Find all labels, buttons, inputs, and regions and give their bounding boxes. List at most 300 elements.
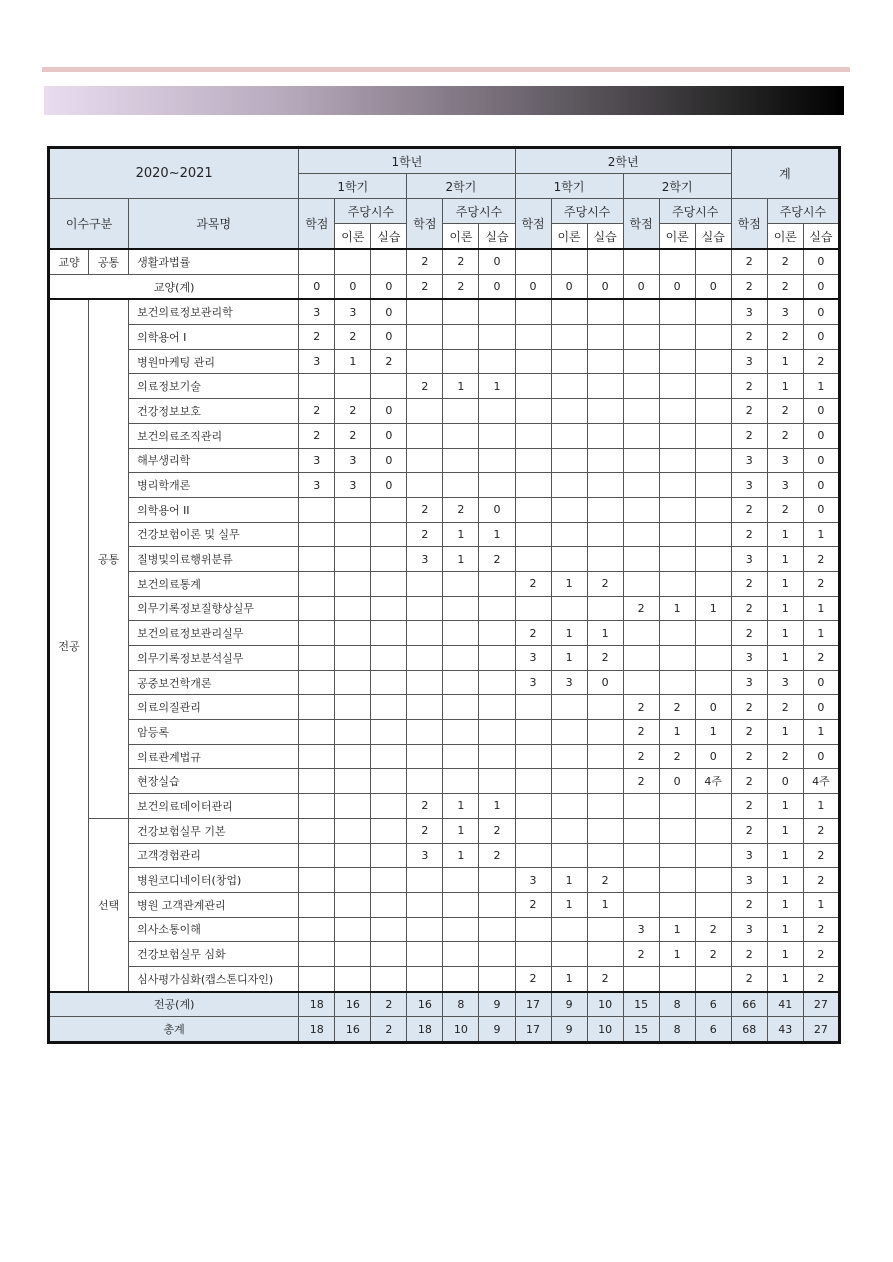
value-cell: 2 <box>335 423 371 448</box>
course-name: 건강정보보호 <box>129 399 299 424</box>
value-cell: 2 <box>767 249 803 274</box>
value-cell <box>299 843 335 868</box>
table-row <box>49 695 840 720</box>
course-name: 의사소통이해 <box>129 917 299 942</box>
course-name: 심사평가심화(캡스톤디자인) <box>129 966 299 991</box>
value-cell: 0 <box>695 695 731 720</box>
value-cell <box>515 769 551 794</box>
value-cell <box>479 769 515 794</box>
value-cell: 3 <box>731 473 767 498</box>
value-cell <box>335 670 371 695</box>
value-cell <box>335 942 371 967</box>
value-cell <box>371 868 407 893</box>
value-cell <box>299 818 335 843</box>
value-cell: 3 <box>623 917 659 942</box>
table-row <box>49 794 840 819</box>
value-cell <box>587 349 623 374</box>
value-cell <box>371 374 407 399</box>
table-row <box>49 547 840 572</box>
value-cell <box>515 547 551 572</box>
value-cell: 0 <box>659 274 695 299</box>
value-cell: 18 <box>299 992 335 1017</box>
value-cell: 3 <box>731 646 767 671</box>
value-cell: 2 <box>695 917 731 942</box>
value-cell <box>335 868 371 893</box>
value-cell <box>551 473 587 498</box>
value-cell <box>407 670 443 695</box>
value-cell <box>479 349 515 374</box>
value-cell <box>551 744 587 769</box>
value-cell <box>515 497 551 522</box>
value-cell <box>515 596 551 621</box>
value-cell <box>407 646 443 671</box>
value-cell: 2 <box>407 249 443 274</box>
value-cell <box>587 917 623 942</box>
value-cell <box>479 571 515 596</box>
value-cell: 3 <box>731 547 767 572</box>
value-cell <box>479 299 515 324</box>
value-cell <box>407 744 443 769</box>
value-cell: 2 <box>803 547 839 572</box>
value-cell: 3 <box>335 448 371 473</box>
value-cell <box>479 720 515 745</box>
value-cell: 0 <box>335 274 371 299</box>
value-cell: 2 <box>731 423 767 448</box>
value-cell <box>371 547 407 572</box>
value-cell <box>515 399 551 424</box>
value-cell: 2 <box>623 942 659 967</box>
value-cell <box>659 843 695 868</box>
value-cell <box>515 249 551 274</box>
value-cell <box>659 423 695 448</box>
value-cell <box>371 646 407 671</box>
practice-header: 실습 <box>479 224 515 250</box>
value-cell: 3 <box>299 448 335 473</box>
value-cell <box>299 942 335 967</box>
value-cell: 0 <box>803 744 839 769</box>
general-subtotal-row <box>49 274 840 299</box>
value-cell: 2 <box>623 596 659 621</box>
value-cell: 2 <box>731 374 767 399</box>
theory-header: 이론 <box>767 224 803 250</box>
value-cell <box>551 299 587 324</box>
value-cell: 2 <box>731 399 767 424</box>
value-cell <box>695 966 731 991</box>
value-cell <box>371 249 407 274</box>
table-row <box>49 399 840 424</box>
table-row <box>49 646 840 671</box>
value-cell: 1 <box>767 818 803 843</box>
table-row <box>49 349 840 374</box>
subcategory-common: 공통 <box>89 299 129 818</box>
value-cell: 27 <box>803 992 839 1017</box>
value-cell <box>551 249 587 274</box>
practice-header: 실습 <box>803 224 839 250</box>
value-cell: 0 <box>803 325 839 350</box>
value-cell <box>299 744 335 769</box>
value-cell <box>407 892 443 917</box>
value-cell: 2 <box>803 571 839 596</box>
weekly-hours-header: 주당시수 <box>335 199 407 224</box>
value-cell <box>623 423 659 448</box>
value-cell: 3 <box>407 547 443 572</box>
g1-semester1-header: 1학기 <box>299 174 407 199</box>
value-cell <box>695 399 731 424</box>
value-cell: 1 <box>767 522 803 547</box>
value-cell: 0 <box>803 274 839 299</box>
value-cell <box>659 794 695 819</box>
value-cell: 1 <box>551 868 587 893</box>
value-cell <box>587 423 623 448</box>
value-cell: 15 <box>623 992 659 1017</box>
table-row <box>49 522 840 547</box>
value-cell: 2 <box>803 868 839 893</box>
value-cell: 66 <box>731 992 767 1017</box>
value-cell <box>587 818 623 843</box>
credit-header: 학점 <box>407 199 443 250</box>
value-cell: 0 <box>371 325 407 350</box>
value-cell <box>587 497 623 522</box>
value-cell: 2 <box>479 818 515 843</box>
value-cell <box>407 423 443 448</box>
value-cell <box>695 374 731 399</box>
value-cell <box>335 744 371 769</box>
value-cell <box>623 818 659 843</box>
general-subtotal-label: 교양(계) <box>49 274 299 299</box>
value-cell <box>623 670 659 695</box>
value-cell: 2 <box>731 497 767 522</box>
table-row <box>49 423 840 448</box>
value-cell: 1 <box>695 596 731 621</box>
value-cell <box>659 249 695 274</box>
value-cell: 2 <box>371 1017 407 1043</box>
value-cell <box>623 374 659 399</box>
value-cell: 2 <box>731 571 767 596</box>
value-cell <box>515 448 551 473</box>
value-cell <box>407 720 443 745</box>
value-cell <box>443 695 479 720</box>
value-cell: 2 <box>731 274 767 299</box>
value-cell <box>515 744 551 769</box>
value-cell <box>587 448 623 473</box>
value-cell: 0 <box>371 274 407 299</box>
course-name: 의학용어 I <box>129 325 299 350</box>
value-cell <box>371 942 407 967</box>
value-cell <box>515 473 551 498</box>
value-cell: 2 <box>767 325 803 350</box>
value-cell <box>299 571 335 596</box>
value-cell: 2 <box>587 966 623 991</box>
value-cell <box>407 966 443 991</box>
value-cell: 2 <box>731 818 767 843</box>
value-cell <box>695 646 731 671</box>
value-cell <box>335 769 371 794</box>
value-cell <box>659 818 695 843</box>
value-cell: 1 <box>443 374 479 399</box>
value-cell <box>659 299 695 324</box>
value-cell <box>479 942 515 967</box>
table-row <box>49 497 840 522</box>
value-cell: 1 <box>767 374 803 399</box>
value-cell <box>371 522 407 547</box>
course-name: 암등록 <box>129 720 299 745</box>
grade1-header: 1학년 <box>299 148 515 174</box>
value-cell: 2 <box>299 399 335 424</box>
value-cell: 1 <box>803 522 839 547</box>
value-cell: 2 <box>731 249 767 274</box>
value-cell <box>515 374 551 399</box>
value-cell <box>335 794 371 819</box>
value-cell: 2 <box>731 522 767 547</box>
value-cell <box>659 892 695 917</box>
value-cell <box>335 818 371 843</box>
value-cell: 0 <box>803 299 839 324</box>
value-cell <box>407 695 443 720</box>
value-cell: 1 <box>479 794 515 819</box>
value-cell: 2 <box>767 399 803 424</box>
table-row <box>49 249 840 274</box>
value-cell <box>299 547 335 572</box>
value-cell: 4주 <box>695 769 731 794</box>
value-cell <box>623 868 659 893</box>
value-cell: 1 <box>587 892 623 917</box>
value-cell <box>515 522 551 547</box>
value-cell <box>335 374 371 399</box>
table-title: 2020~2021 <box>49 148 299 199</box>
table-row <box>49 892 840 917</box>
course-name-header: 과목명 <box>129 199 299 250</box>
value-cell: 9 <box>479 1017 515 1043</box>
value-cell <box>443 720 479 745</box>
value-cell: 3 <box>299 473 335 498</box>
value-cell: 68 <box>731 1017 767 1043</box>
value-cell <box>371 769 407 794</box>
value-cell <box>335 596 371 621</box>
value-cell: 1 <box>659 596 695 621</box>
value-cell: 18 <box>299 1017 335 1043</box>
value-cell <box>623 621 659 646</box>
value-cell: 0 <box>479 249 515 274</box>
value-cell: 2 <box>731 695 767 720</box>
table-row <box>49 571 840 596</box>
value-cell <box>299 720 335 745</box>
value-cell: 1 <box>587 621 623 646</box>
practice-header: 실습 <box>587 224 623 250</box>
value-cell <box>371 818 407 843</box>
value-cell: 2 <box>407 522 443 547</box>
value-cell <box>371 571 407 596</box>
value-cell: 1 <box>443 818 479 843</box>
subcategory-common: 공통 <box>89 249 129 274</box>
value-cell <box>479 695 515 720</box>
value-cell <box>587 744 623 769</box>
value-cell: 3 <box>551 670 587 695</box>
table-row <box>49 843 840 868</box>
value-cell <box>335 892 371 917</box>
value-cell <box>551 399 587 424</box>
course-name: 보건의료통계 <box>129 571 299 596</box>
value-cell <box>335 621 371 646</box>
value-cell: 2 <box>731 720 767 745</box>
value-cell: 3 <box>767 299 803 324</box>
value-cell <box>695 497 731 522</box>
g1-semester2-header: 2학기 <box>407 174 515 199</box>
value-cell: 3 <box>407 843 443 868</box>
value-cell <box>407 349 443 374</box>
value-cell <box>695 794 731 819</box>
value-cell: 2 <box>515 571 551 596</box>
value-cell: 6 <box>695 992 731 1017</box>
value-cell <box>371 917 407 942</box>
value-cell <box>587 522 623 547</box>
value-cell: 1 <box>803 720 839 745</box>
value-cell: 3 <box>335 299 371 324</box>
value-cell <box>623 646 659 671</box>
value-cell <box>443 448 479 473</box>
value-cell: 2 <box>767 497 803 522</box>
value-cell <box>551 769 587 794</box>
value-cell <box>407 473 443 498</box>
value-cell: 10 <box>587 1017 623 1043</box>
weekly-hours-header: 주당시수 <box>443 199 515 224</box>
value-cell <box>695 670 731 695</box>
value-cell <box>479 325 515 350</box>
value-cell: 1 <box>551 621 587 646</box>
value-cell: 0 <box>803 670 839 695</box>
value-cell: 0 <box>767 769 803 794</box>
value-cell: 0 <box>515 274 551 299</box>
header-gradient-bar <box>44 86 844 115</box>
value-cell <box>623 497 659 522</box>
value-cell <box>443 596 479 621</box>
value-cell <box>479 473 515 498</box>
value-cell: 0 <box>299 274 335 299</box>
value-cell <box>479 596 515 621</box>
value-cell <box>659 868 695 893</box>
value-cell: 2 <box>587 646 623 671</box>
value-cell <box>587 473 623 498</box>
value-cell: 1 <box>335 349 371 374</box>
value-cell <box>443 571 479 596</box>
value-cell: 1 <box>767 868 803 893</box>
value-cell: 2 <box>731 596 767 621</box>
value-cell <box>407 325 443 350</box>
value-cell <box>479 670 515 695</box>
course-name: 의료관계법규 <box>129 744 299 769</box>
value-cell: 1 <box>659 720 695 745</box>
course-name: 보건의료정보관리학 <box>129 299 299 324</box>
category-general: 교양 <box>49 249 89 274</box>
value-cell <box>515 299 551 324</box>
value-cell <box>443 473 479 498</box>
value-cell <box>551 349 587 374</box>
theory-header: 이론 <box>443 224 479 250</box>
value-cell <box>479 892 515 917</box>
value-cell: 2 <box>407 374 443 399</box>
value-cell: 2 <box>659 695 695 720</box>
value-cell: 2 <box>407 818 443 843</box>
value-cell <box>515 794 551 819</box>
value-cell: 3 <box>515 868 551 893</box>
value-cell <box>335 966 371 991</box>
value-cell <box>587 547 623 572</box>
value-cell <box>335 522 371 547</box>
value-cell <box>479 423 515 448</box>
value-cell <box>443 670 479 695</box>
value-cell <box>551 423 587 448</box>
value-cell: 15 <box>623 1017 659 1043</box>
value-cell <box>623 966 659 991</box>
value-cell: 2 <box>443 274 479 299</box>
value-cell: 0 <box>659 769 695 794</box>
value-cell <box>407 399 443 424</box>
value-cell: 3 <box>767 448 803 473</box>
value-cell <box>443 423 479 448</box>
value-cell <box>515 720 551 745</box>
value-cell <box>551 448 587 473</box>
value-cell: 18 <box>407 1017 443 1043</box>
value-cell: 1 <box>443 794 479 819</box>
value-cell: 2 <box>515 621 551 646</box>
major-subtotal-row <box>49 992 840 1017</box>
value-cell: 2 <box>803 917 839 942</box>
value-cell: 2 <box>371 992 407 1017</box>
table-row <box>49 374 840 399</box>
value-cell <box>479 646 515 671</box>
practice-header: 실습 <box>695 224 731 250</box>
table-row <box>49 299 840 324</box>
value-cell <box>443 744 479 769</box>
value-cell <box>299 596 335 621</box>
value-cell <box>587 769 623 794</box>
value-cell <box>695 325 731 350</box>
value-cell: 2 <box>623 744 659 769</box>
course-name: 건강보험실무 심화 <box>129 942 299 967</box>
table-row <box>49 868 840 893</box>
course-name: 병원마케팅 관리 <box>129 349 299 374</box>
value-cell: 1 <box>803 596 839 621</box>
value-cell <box>551 818 587 843</box>
value-cell <box>407 868 443 893</box>
value-cell: 2 <box>623 720 659 745</box>
value-cell: 0 <box>479 497 515 522</box>
value-cell <box>695 547 731 572</box>
value-cell <box>695 621 731 646</box>
value-cell: 0 <box>371 423 407 448</box>
value-cell <box>659 646 695 671</box>
value-cell: 8 <box>659 1017 695 1043</box>
value-cell: 0 <box>551 274 587 299</box>
value-cell <box>479 399 515 424</box>
course-name: 질병및의료행위분류 <box>129 547 299 572</box>
value-cell: 1 <box>767 621 803 646</box>
value-cell <box>659 497 695 522</box>
value-cell: 27 <box>803 1017 839 1043</box>
value-cell: 1 <box>767 794 803 819</box>
weekly-hours-header: 주당시수 <box>767 199 839 224</box>
value-cell <box>299 868 335 893</box>
table-row <box>49 325 840 350</box>
value-cell <box>623 571 659 596</box>
value-cell: 1 <box>551 892 587 917</box>
value-cell: 2 <box>731 744 767 769</box>
value-cell: 0 <box>371 299 407 324</box>
total-header: 계 <box>731 148 839 199</box>
value-cell <box>479 621 515 646</box>
value-cell: 2 <box>767 744 803 769</box>
value-cell <box>407 769 443 794</box>
value-cell <box>299 522 335 547</box>
